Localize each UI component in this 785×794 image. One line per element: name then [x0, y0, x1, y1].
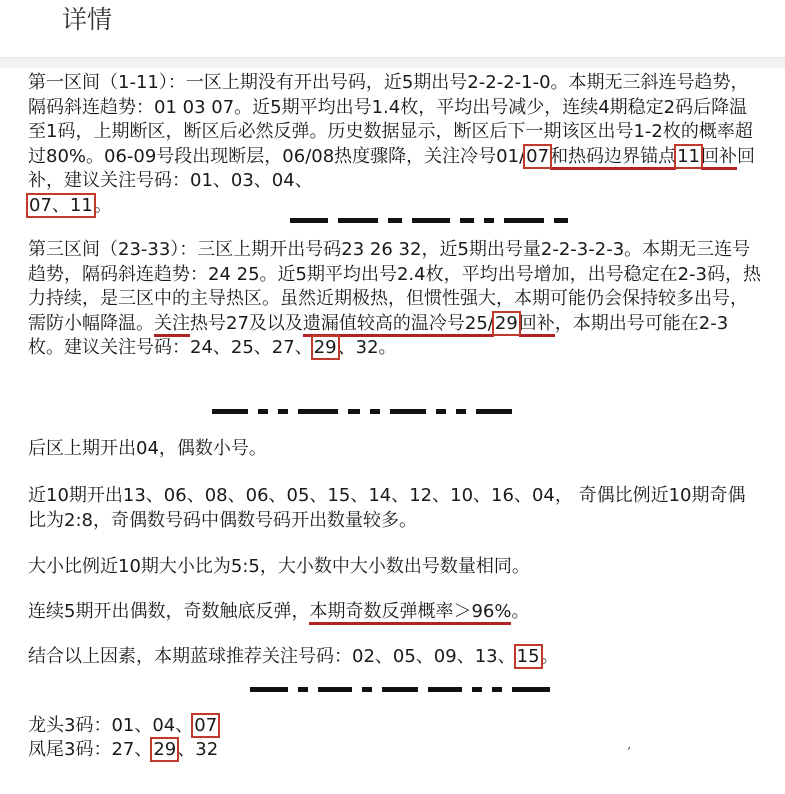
underline-focus: 关注: [154, 313, 190, 337]
highlight-box-07-11: 07、11: [29, 194, 93, 216]
dragon-head-label: 龙头3码：01、04、: [28, 715, 194, 736]
back-zone-recommend: 结合以上因素，本期蓝球推荐关注号码：02、05、09、13、15。: [28, 646, 559, 667]
stray-mark: ˊ: [624, 745, 637, 763]
highlight-box-11: 11: [677, 145, 700, 167]
phoenix-tail-label: 凤尾3码：27、: [28, 739, 153, 760]
back-zone-rebound: 连续5期开出偶数，奇数触底反弹，本期奇数反弹概率＞96%。: [28, 600, 763, 625]
header-bar: [0, 0, 785, 58]
zone3-text-a: 第三区间（23-33）：三区上期开出号码23 26 32，近5期出号量2-2-3-2-3。本期无三连号趋势，隔码斜连趋势：24 25。近5期平均出号2.4枚，平均出号增加，出号稳定在2-3码，热力持续，是三区中的主导热区。虽然近期极热，但惯性强大，本期可能仍会保持较多出号，需防小幅降温。: [28, 239, 762, 334]
dash-divider-1: [290, 217, 578, 223]
dash-divider-2: [212, 408, 522, 414]
underline-huibu-2: 回补: [519, 313, 555, 337]
highlight-box-07: 07: [526, 145, 550, 167]
underline-hot-anchor: 和热码边界锚点: [550, 146, 676, 170]
underline-probability: 本期奇数反弹概率＞96%: [309, 601, 511, 625]
zone1-text-a: 第一区间（1-11）：一区上期没有开出号码，近5期出号2-2-2-1-0。本期无三斜连号趋势，隔码斜连趋势：01 03 07。近5期平均出号1.4枚，平均出号减少，连续4期稳定2码后降温至1码，上期断区，断区后必然反弹。历史数据显示，断区后下一期该区出号1-2枚的概率超过80%。06-09号段出现断层，06/08热度骤降，关注冷号01/: [28, 72, 753, 167]
zone1-text-c: 回补，建议关注号码：01、03、04、: [28, 145, 755, 191]
highlight-box-phoenix-29: 29: [153, 739, 177, 760]
summary-block: 龙头3码：01、04、07 凤尾3码：27、29、32: [28, 715, 219, 760]
zone1-paragraph: 第一区间（1-11）：一区上期没有开出号码，近5期出号2-2-2-1-0。本期无三斜连号趋势，隔码斜连趋势：01 03 07。近5期平均出号1.4枚，平均出号减少，连续4期稳定2码后降温至1码，上期断区，断区后必然反弹。历史数据显示，断区后下一期该区出号1-2枚的概率超过80%。06-09号段出现断层，06/08热度骤降，关注冷号01/07和热码边界锚点11回补回补，建议关注号码：01、03、04、 07、11。: [28, 72, 755, 216]
section-separator: [0, 58, 785, 68]
highlight-box-29: 29: [494, 312, 518, 334]
underline-cold-numbers: 遗漏值较高的温冷号25/: [303, 313, 494, 337]
back-zone-last: 后区上期开出04，偶数小号。: [28, 438, 267, 459]
highlight-box-15: 15: [516, 646, 540, 667]
back-zone-size-ratio: 大小比例近10期大小比为5:5，大小数中大小数出号数量相同。: [28, 556, 530, 577]
highlight-box-29b: 29: [313, 337, 337, 358]
underline-huibu: 回补: [701, 146, 737, 170]
back-zone-odd-even: 近10期开出13、06、08、06、05、15、14、12、10、16、04， 奇偶比例近10期奇偶比为2:8，奇偶数号码中偶数号码开出数量较多。: [28, 485, 746, 531]
highlight-box-dragon-07: 07: [194, 715, 218, 736]
dash-divider-3: [250, 686, 560, 692]
page-title: 详情: [62, 5, 113, 34]
zone3-paragraph: 第三区间（23-33）：三区上期开出号码23 26 32，近5期出号量2-2-3-2-3。本期无三连号趋势，隔码斜连趋势：24 25。近5期平均出号2.4枚，平均出号增加，出号稳定在2-3码，热力持续，是三区中的主导热区。虽然近期极热，但惯性强大，本期可能仍会保持较多出号，需防小幅降温。关注热号27及以及遗漏值较高的温冷号25/29回补，本期出号可能在2-3枚。建议关注号码：24、25、27、29、32。: [28, 239, 762, 358]
